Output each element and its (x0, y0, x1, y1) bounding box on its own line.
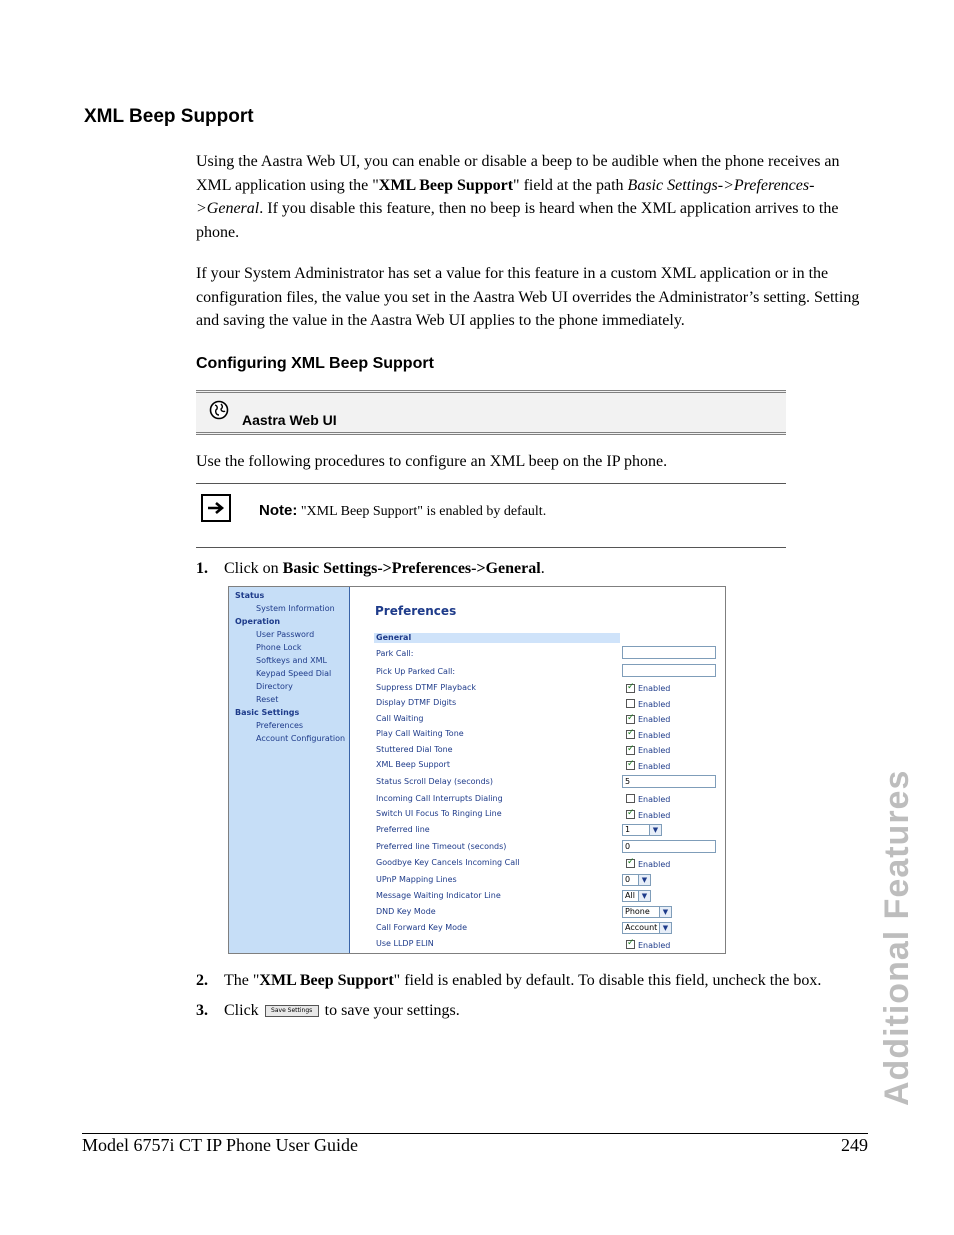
mwi-line-select (622, 890, 651, 902)
label-play-cw-tone: Play Call Waiting Tone (376, 729, 464, 738)
field-name: XML Beep Support (259, 972, 394, 989)
arrow-right-icon (203, 496, 229, 520)
label-use-lldp-elin: Use LLDP ELIN (376, 939, 434, 948)
note-arrow-icon (201, 494, 231, 522)
label-cf-key-mode: Call Forward Key Mode (376, 923, 468, 932)
label-incoming-interrupts: Incoming Call Interrupts Dialing (376, 794, 503, 803)
note-text: "XML Beep Support" is enabled by default. (297, 504, 547, 519)
park-call-input (622, 646, 716, 659)
chevron-down-icon: ▼ (638, 875, 650, 885)
procedure-intro: Use the following procedures to configure an XML beep on the IP phone. (196, 453, 668, 470)
incoming-interrupts-checkbox (626, 794, 635, 803)
cf-key-mode-select (622, 922, 672, 934)
field-name: XML Beep Support (378, 176, 514, 194)
label-switch-ui-focus: Switch UI Focus To Ringing Line (376, 809, 502, 818)
dnd-key-mode-select (622, 906, 672, 918)
general-label: General (376, 633, 412, 642)
label-call-waiting: Call Waiting (376, 714, 424, 723)
label-mwi-line: Message Waiting Indicator Line (376, 891, 501, 900)
enabled-label: Enabled (638, 700, 671, 709)
preferred-line-select (622, 824, 662, 836)
nav-phone-lock: Phone Lock (256, 643, 302, 652)
label-upnp-mapping: UPnP Mapping Lines (376, 875, 457, 884)
general-section-bar (374, 633, 620, 643)
enabled-label: Enabled (638, 941, 671, 950)
chevron-down-icon: ▼ (649, 825, 661, 835)
label-stuttered-dial-tone: Stuttered Dial Tone (376, 745, 453, 754)
select-value: Phone (625, 907, 650, 916)
chevron-down-icon: ▼ (659, 907, 671, 917)
menu-path: Basic Settings->Preferences->General (196, 176, 815, 217)
note-label: Note: (259, 502, 298, 519)
select-value: Account (625, 923, 658, 932)
nav-preferences: Preferences (256, 721, 304, 730)
suppress-dtmf-checkbox (626, 684, 635, 693)
step-number: 2. (196, 972, 208, 989)
use-lldp-elin-checkbox (626, 940, 635, 949)
label-goodbye-key: Goodbye Key Cancels Incoming Call (376, 858, 520, 867)
enabled-label: Enabled (638, 746, 671, 755)
nav-operation: Operation (235, 617, 281, 626)
step-3 (196, 1002, 460, 1020)
step-2 (196, 972, 821, 990)
footer-rule (82, 1133, 868, 1134)
preferences-title: Preferences (375, 604, 457, 618)
enabled-label: Enabled (638, 731, 671, 740)
globe-icon (209, 400, 229, 420)
label-dnd-key-mode: DND Key Mode (376, 907, 436, 916)
text: to save your settings. (320, 1002, 460, 1019)
nav-softkeys: Softkeys and XML (256, 656, 327, 665)
chevron-down-icon: ▼ (659, 923, 671, 933)
label-status-scroll-delay: Status Scroll Delay (seconds) (376, 777, 493, 786)
nav-directory: Directory (256, 682, 293, 691)
text: Click (224, 1002, 263, 1019)
goodbye-key-checkbox (626, 859, 635, 868)
step-1 (196, 560, 545, 578)
enabled-label: Enabled (638, 860, 671, 869)
text: " field at the path (513, 176, 628, 194)
subsection-title: Configuring XML Beep Support (196, 355, 434, 372)
label-xml-beep-support: XML Beep Support (376, 760, 450, 769)
nav-basic-settings: Basic Settings (235, 708, 300, 717)
stuttered-dial-tone-checkbox (626, 746, 635, 755)
text: Using the Aastra Web UI, you can enable or disable a beep to be audible when the phone receives an XML application using the " (196, 153, 840, 194)
text: . If you disable this feature, then no beep is heard when the XML application arrives to the phone. (196, 200, 839, 241)
label-preferred-line: Preferred line (376, 825, 430, 834)
nav-status: Status (235, 591, 265, 600)
text: . (540, 560, 545, 577)
note-bottom-rule (196, 547, 786, 548)
chevron-down-icon: ▼ (638, 891, 650, 901)
label-display-dtmf: Display DTMF Digits (376, 698, 457, 707)
screenshot-nav (229, 587, 350, 953)
text: The " (224, 972, 260, 989)
note-top-rule (196, 483, 786, 484)
select-value: 1 (625, 825, 631, 834)
enabled-label: Enabled (638, 811, 671, 820)
label-suppress-dtmf: Suppress DTMF Playback (376, 683, 477, 692)
text: Click on (224, 560, 283, 577)
save-settings-button: Save Settings (265, 1005, 319, 1017)
webui-banner (196, 390, 786, 435)
enabled-label: Enabled (638, 795, 671, 804)
upnp-mapping-select (622, 874, 651, 886)
nav-keypad-speed-dial: Keypad Speed Dial (256, 669, 332, 678)
enabled-label: Enabled (638, 715, 671, 724)
preferred-line-timeout-input: 0 (622, 840, 716, 853)
step-number: 1. (196, 560, 208, 577)
label-preferred-line-timeout: Preferred line Timeout (seconds) (376, 842, 507, 851)
step-number: 3. (196, 1002, 208, 1019)
webui-label: Aastra Web UI (242, 412, 337, 428)
footer-guide-title: Model 6757i CT IP Phone User Guide (82, 1135, 358, 1155)
play-cw-tone-checkbox (626, 730, 635, 739)
nav-system-information: System Information (256, 604, 335, 613)
switch-ui-focus-checkbox (626, 810, 635, 819)
label-pick-up-parked-call: Pick Up Parked Call: (376, 667, 456, 676)
nav-reset: Reset (256, 695, 279, 704)
nav-account-configuration: Account Configuration (256, 734, 346, 743)
chapter-sidebar-tab: Additional Features (878, 769, 916, 1106)
text: " field is enabled by default. To disable this field, uncheck the box. (393, 972, 822, 989)
enabled-label: Enabled (638, 684, 671, 693)
call-waiting-checkbox (626, 715, 635, 724)
xml-beep-support-checkbox (626, 761, 635, 770)
select-value: 0 (625, 875, 631, 884)
display-dtmf-checkbox (626, 699, 635, 708)
nav-user-password: User Password (256, 630, 315, 639)
page-number: 249 (841, 1135, 868, 1155)
label-park-call: Park Call: (376, 649, 414, 658)
enabled-label: Enabled (638, 762, 671, 771)
note (259, 502, 546, 520)
webui-screenshot (228, 586, 726, 954)
section-title: XML Beep Support (84, 106, 254, 127)
menu-path: Basic Settings->Preferences->General (282, 560, 541, 577)
select-value: All (625, 891, 635, 900)
admin-paragraph: If your System Administrator has set a value for this feature in a custom XML application or in the configuration files, the value you set in the Aastra Web UI overrides the Administrator’s setting. Setting and saving the value in the Aastra Web UI applies to the phone immediately. (196, 265, 860, 329)
pick-up-parked-call-input (622, 664, 716, 677)
status-scroll-delay-input: 5 (622, 775, 716, 788)
intro-paragraph (196, 150, 872, 244)
